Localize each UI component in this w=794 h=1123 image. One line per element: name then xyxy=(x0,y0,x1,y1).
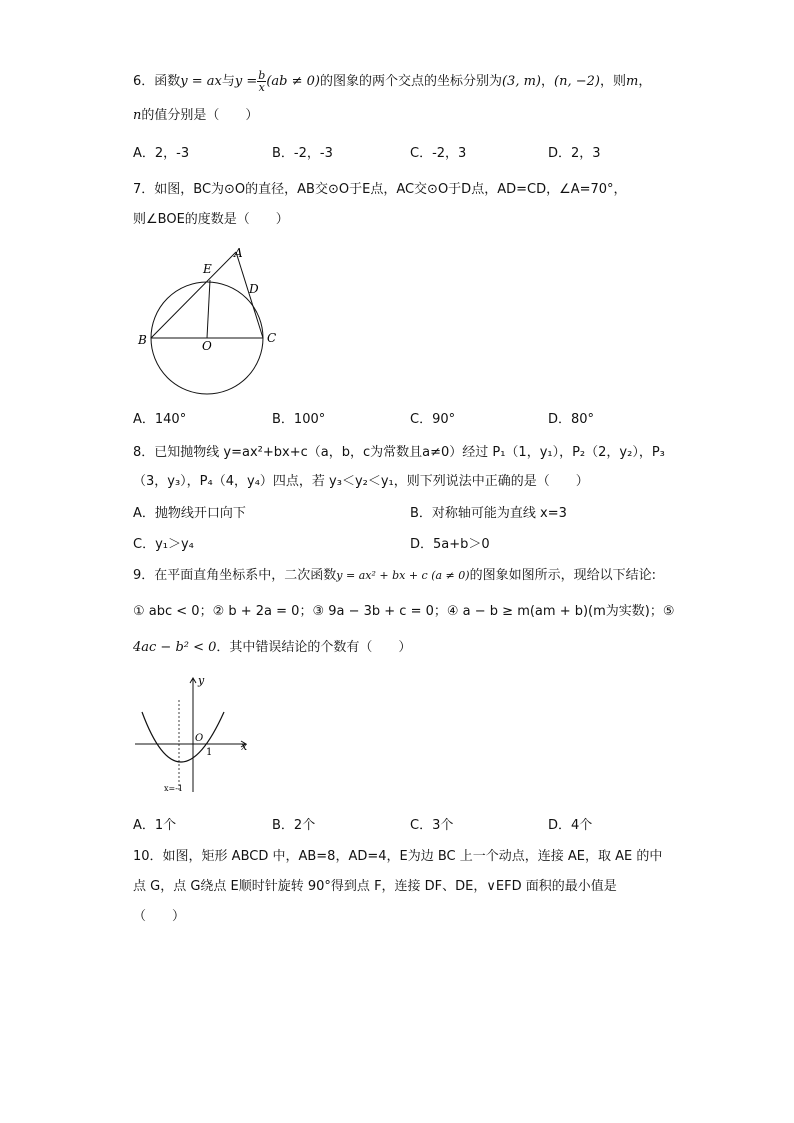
q6-func1: y = ax xyxy=(180,74,222,89)
q8-option-d: D．5a+b＞0 xyxy=(410,537,490,552)
q6-n: n xyxy=(133,108,142,123)
q7-line-ba xyxy=(151,252,236,338)
q9-label-axis: x=-1 xyxy=(164,784,184,793)
q6-comma2: ， xyxy=(638,74,652,89)
q10-line2: 点 G，点 G绕点 E顺时针旋转 90°得到点 F，连接 DF、DE，∨EFD 面积的最小值是 xyxy=(133,879,617,894)
q6-point2: (n, −2) xyxy=(554,74,600,89)
q9-line3 xyxy=(133,638,411,658)
q6-rest2: ，则 xyxy=(599,74,626,89)
q6-mid: 与 xyxy=(221,74,235,89)
q10-line1: 10．如图，矩形 ABCD 中，AB=8，AD=4，E为边 BC 上一个动点，连接 AE，取 AE 的中 xyxy=(133,849,663,864)
q8-option-b: B．对称轴可能为直线 x=3 xyxy=(410,506,567,521)
q6-rest1: 的图象的两个交点的坐标分别为 xyxy=(319,74,502,89)
q7-label-o: O xyxy=(202,339,212,353)
q9-label-y: y xyxy=(198,674,205,687)
q7-label-c: C xyxy=(267,331,277,345)
q9-line1 xyxy=(133,566,656,586)
q7-circle-figure xyxy=(130,245,290,400)
q9-label-x: x xyxy=(241,740,248,753)
q9-line1-rest: 的图象如图所示，现给以下结论: xyxy=(469,568,656,583)
q9-option-c: C．3个 xyxy=(410,818,454,833)
q9-line1-text: 9．在平面直角坐标系中，二次函数 xyxy=(133,568,337,583)
q6-m: m xyxy=(625,74,639,89)
q7-line2: 则∠BOE的度数是（ ） xyxy=(133,212,289,227)
q6-fraction xyxy=(257,70,266,93)
q8-line2: （3，y₃），P₄（4，y₄）四点，若 y₃＜y₂＜y₁，则下列说法中正确的是（ ） xyxy=(133,474,589,489)
q9-parabola-figure xyxy=(130,672,260,797)
q6-option-a: A．2，-3 xyxy=(133,146,190,161)
q7-option-d: D．80° xyxy=(548,412,595,427)
q9-label-o: O xyxy=(195,733,204,744)
q9-line3-math: 4ac − b² < 0 xyxy=(133,640,217,655)
q9-option-b: B．2个 xyxy=(272,818,316,833)
q9-line3-rest: ．其中错误结论的个数有（ ） xyxy=(216,640,412,655)
q6-point1: (3, m) xyxy=(501,74,541,89)
q7-option-b: B．100° xyxy=(272,412,326,427)
q9-line1-math: y = ax² + bx + c (a ≠ 0) xyxy=(336,569,470,582)
q6-line2-rest: 的值分别是（ ） xyxy=(141,108,259,123)
q8-option-c: C．y₁＞y₄ xyxy=(133,537,194,552)
q6-comma: ， xyxy=(541,74,555,89)
q6-option-b: B．-2，-3 xyxy=(272,146,333,161)
q6-line1 xyxy=(133,70,651,93)
q7-option-c: C．90° xyxy=(410,412,456,427)
q7-label-a: A xyxy=(234,246,243,260)
q6-condition: (ab ≠ 0) xyxy=(266,74,320,89)
q8-option-a: A．抛物线开口向下 xyxy=(133,506,246,521)
q10-line3: （ ） xyxy=(133,909,186,924)
q6-line2 xyxy=(133,106,258,126)
q9-label-one: 1 xyxy=(206,747,213,758)
q9-line2: ① abc < 0；② b + 2a = 0；③ 9a − 3b + c = 0；④ a − b ≥ m(am + b)(m为实数)；⑤ xyxy=(133,604,675,619)
q9-option-d: D．4个 xyxy=(548,818,593,833)
q6-prefix: 6．函数 xyxy=(133,74,181,89)
q7-label-e: E xyxy=(203,262,212,276)
q6-option-d: D．2，3 xyxy=(548,146,601,161)
q7-line1: 7．如图，BC为⊙O的直径，AB交⊙O于E点，AC交⊙O于D点，AD=CD，∠A=70°， xyxy=(133,182,627,197)
q7-label-b: B xyxy=(138,333,147,347)
q7-line-oe xyxy=(207,280,210,338)
q7-option-a: A．140° xyxy=(133,412,187,427)
q6-frac-num: b xyxy=(258,69,266,82)
q9-option-a: A．1个 xyxy=(133,818,177,833)
q6-func2-lhs: y = xyxy=(234,74,258,89)
q6-frac-den: x xyxy=(258,81,265,94)
q7-label-d: D xyxy=(249,282,259,296)
q8-line1: 8．已知抛物线 y=ax²+bx+c（a，b，c为常数且a≠0）经过 P₁（1，y₁），P₂（2，y₂），P₃ xyxy=(133,445,665,460)
q6-option-c: C．-2，3 xyxy=(410,146,467,161)
